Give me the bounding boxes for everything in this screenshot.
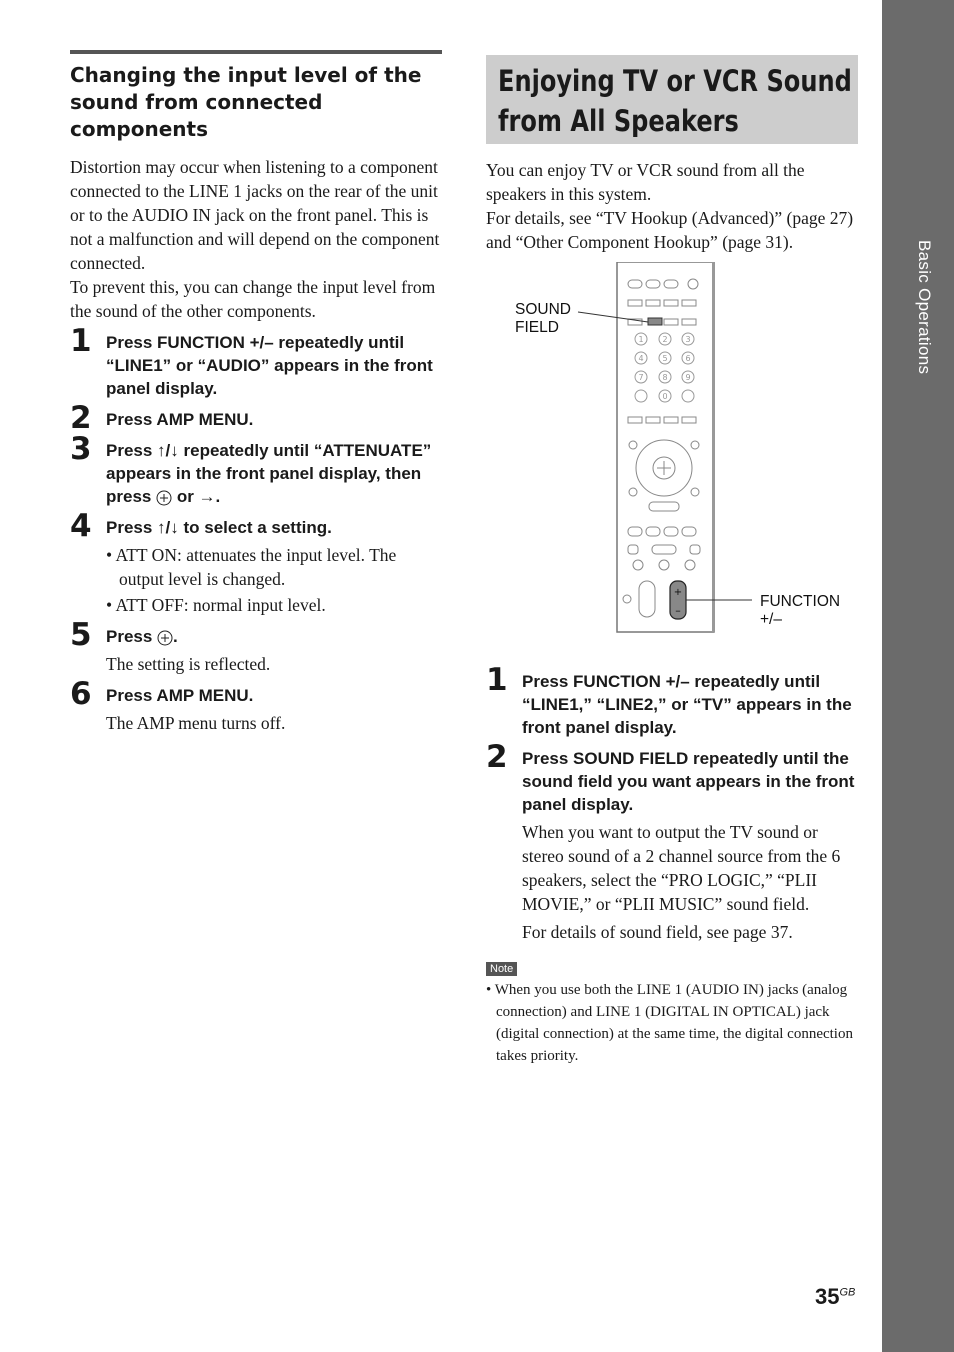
step-number: 6	[70, 676, 92, 712]
intro-paragraph: You can enjoy TV or VCR sound from all the speakers in this system.	[486, 160, 805, 204]
sound-field-button	[648, 318, 662, 325]
svg-text:0: 0	[662, 392, 668, 401]
step-number: 1	[486, 662, 508, 698]
heading-rule	[70, 50, 442, 54]
intro-paragraph: Distortion may occur when listening to a component connected to the LINE 1 jacks on the rear of the unit or to the AUDIO IN jack on the front panel. This is not a malfunction and will depend on the component connected.	[70, 157, 440, 273]
step-title: Press AMP MENU.	[106, 686, 254, 705]
intro-paragraph: For details, see “TV Hookup (Advanced)” (page 27) and “Other Component Hookup” (page 31).	[486, 208, 854, 252]
function-plus-sign: +	[673, 587, 683, 598]
right-column	[486, 55, 858, 1067]
sound-field-label: FIELD	[515, 319, 559, 336]
step-title: Press SOUND FIELD repeatedly until the sound field you want appears in the front panel display.	[522, 749, 855, 814]
svg-text:4: 4	[638, 354, 644, 363]
remote-illustration	[486, 262, 858, 662]
banner-title: from All Speakers	[498, 104, 739, 138]
step-number: 1	[70, 323, 92, 359]
intro-paragraph: To prevent this, you can change the input level from the sound of the other components.	[70, 277, 436, 321]
step	[486, 739, 858, 944]
step-text: .	[173, 627, 178, 646]
section-banner	[486, 55, 858, 144]
svg-text:2: 2	[662, 335, 668, 344]
right-arrow-icon: →	[198, 487, 216, 506]
left-column	[70, 50, 442, 735]
step	[70, 323, 442, 400]
page-number-value: 35	[815, 1284, 840, 1309]
svg-text:3: 3	[685, 335, 691, 344]
step-text: Press	[106, 518, 158, 537]
section-tab-label: Basic Operations	[915, 240, 934, 375]
step-number: 2	[486, 739, 508, 775]
svg-text:7: 7	[638, 373, 644, 382]
step-text: .	[215, 487, 221, 506]
step-text: Press	[106, 441, 158, 460]
svg-text:1: 1	[638, 335, 644, 344]
step	[70, 508, 442, 617]
step-body: For details of sound field, see page 37.	[522, 922, 793, 942]
step-text: repeatedly until “ATTENUATE” appears in the front panel display, then press	[106, 441, 432, 506]
step	[70, 400, 442, 436]
remote-body	[617, 262, 714, 632]
step-title	[106, 439, 442, 508]
up-down-arrows-icon: ↑/↓	[157, 441, 179, 460]
step-title	[106, 625, 442, 648]
step-number: 2	[70, 400, 92, 436]
step	[70, 431, 442, 508]
bullet-text: ATT OFF: normal input level.	[115, 595, 326, 615]
step-title: Press FUNCTION +/– repeatedly until “LINE1,” “LINE2,” or “TV” appears in the front panel display.	[522, 672, 852, 737]
bullet-text: ATT ON: attenuates the input level. The output level is changed.	[115, 545, 397, 589]
step-text: Press	[106, 627, 158, 646]
step-number: 5	[70, 617, 92, 653]
svg-text:8: 8	[662, 373, 668, 382]
enter-button-icon	[157, 630, 173, 646]
step	[70, 617, 442, 676]
step-text: or	[172, 487, 199, 506]
step-body: The AMP menu turns off.	[106, 713, 286, 733]
step-body	[106, 543, 442, 617]
note-text: • When you use both the LINE 1 (AUDIO IN) jacks (analog connection) and LINE 1 (DIGITAL IN OPTICAL) jack (digital connection) at the same time, the digital connection takes priority.	[486, 982, 853, 1064]
section-tab	[882, 0, 954, 1352]
step-number: 3	[70, 431, 92, 467]
remote-edge	[712, 262, 714, 632]
enter-button-icon	[156, 490, 172, 506]
remote-control-diagram	[486, 262, 858, 662]
svg-text:5: 5	[662, 354, 668, 363]
function-label: FUNCTION	[760, 593, 841, 610]
up-down-arrows-icon: ↑/↓	[157, 518, 179, 537]
page-number	[815, 1284, 855, 1310]
step-title: Press FUNCTION +/– repeatedly until “LINE1” or “AUDIO” appears in the front panel display.	[106, 333, 433, 398]
banner-title: Enjoying TV or VCR Sound	[498, 64, 852, 98]
step-body: When you want to output the TV sound or stereo sound of a 2 channel source from the 6 speakers, select the “PRO LOGIC,” “PLII MOVIE,” or “PLII MUSIC” sound field.	[522, 822, 841, 914]
svg-text:9: 9	[685, 373, 691, 382]
sound-field-label: SOUND	[515, 301, 571, 318]
step-title	[106, 516, 442, 539]
page-number-suffix: GB	[839, 1286, 856, 1299]
note-badge: Note	[486, 962, 517, 976]
bullet-item: • ATT ON: attenuates the input level. The output level is changed.	[106, 545, 397, 589]
svg-text:6: 6	[685, 354, 691, 363]
step-body: The setting is reflected.	[106, 654, 271, 674]
step-text: to select a setting.	[178, 518, 332, 537]
step	[70, 676, 442, 735]
step-title: Press AMP MENU.	[106, 410, 254, 429]
function-minus-sign: –	[675, 604, 681, 617]
bullet-item: • ATT OFF: normal input level.	[106, 595, 326, 615]
step	[486, 662, 858, 739]
section-heading: Changing the input level of the sound from connected components	[70, 63, 422, 141]
step-number: 4	[70, 508, 92, 544]
function-label: +/–	[760, 611, 782, 628]
